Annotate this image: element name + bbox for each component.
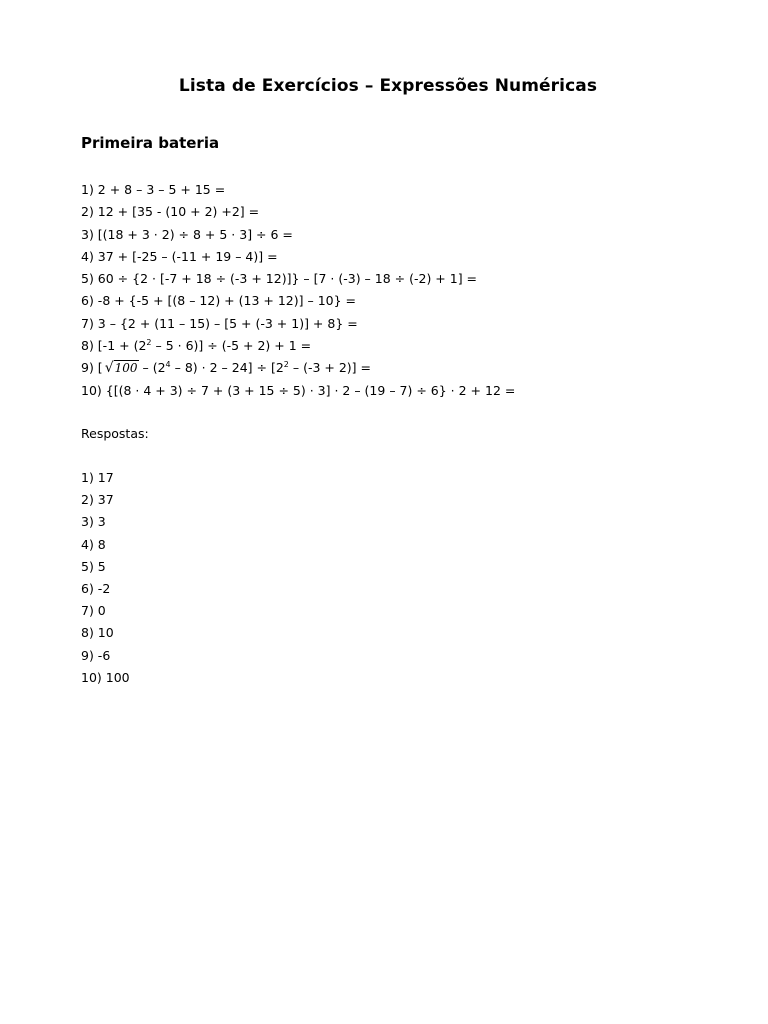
exercise-item: 6) -8 + {-5 + [(8 – 12) + (13 + 12)] – 10} = [81, 293, 356, 309]
answer-item: 5) 5 [81, 558, 106, 574]
exercise-item: 3) [(18 + 3 · 2) ÷ 8 + 5 · 3] ÷ 6 = [81, 226, 293, 242]
exercise-item: 5) 60 ÷ {2 · [-7 + 18 ÷ (-3 + 12)]} – [7 · (-3) – 18 ÷ (-2) + 1] = [81, 271, 478, 287]
exercise-text: – 5 · 6)] ÷ (-5 + 2) + 1 = [151, 338, 312, 354]
exercise-text: – (-3 + 2)] = [288, 360, 371, 376]
exercise-list [81, 180, 515, 403]
exercise-text: – (2 [138, 360, 166, 376]
exercise-text: – 8) · 2 – 24] ÷ [2 [170, 360, 284, 376]
answer-item: 7) 0 [81, 603, 106, 619]
answer-list [81, 468, 130, 690]
answer-item: 2) 37 [81, 492, 114, 508]
exponent: 4 [165, 360, 171, 370]
section-heading: Primeira bateria [81, 134, 220, 152]
exercise-item: 10) {[(8 · 4 + 3) ÷ 7 + (3 + 15 ÷ 5) · 3] · 2 – (19 – 7) ÷ 6} · 2 + 12 = [81, 382, 516, 398]
exercise-item [81, 358, 515, 380]
exponent: 2 [283, 360, 289, 370]
answer-item: 6) -2 [81, 580, 111, 596]
page-title: Lista de Exercícios – Expressões Numéricas [178, 76, 598, 96]
exercise-item: 1) 2 + 8 – 3 – 5 + 15 = [81, 182, 226, 197]
exercise-item: 7) 3 – {2 + (11 – 15) – [5 + (-3 + 1)] + 8} = [81, 315, 358, 331]
answer-item: 1) 17 [81, 470, 114, 485]
answer-item: 8) 10 [81, 625, 114, 641]
radicand: 100 [114, 361, 138, 376]
square-root [103, 358, 139, 378]
exercise-text: 9) [ [81, 360, 103, 376]
exponent: 2 [146, 338, 152, 348]
answer-item: 9) -6 [81, 647, 111, 663]
radical-sign: √ [104, 360, 114, 377]
answer-item: 10) 100 [81, 669, 130, 685]
answer-item: 4) 8 [81, 536, 106, 552]
answers-heading: Respostas: [81, 426, 149, 441]
answer-item: 3) 3 [81, 514, 106, 530]
exercise-item [81, 336, 515, 358]
exercise-item: 4) 37 + [-25 – (-11 + 19 – 4)] = [81, 248, 278, 264]
exercise-text: 8) [-1 + (2 [81, 338, 147, 354]
exercise-item: 2) 12 + [35 - (10 + 2) +2] = [81, 204, 260, 220]
